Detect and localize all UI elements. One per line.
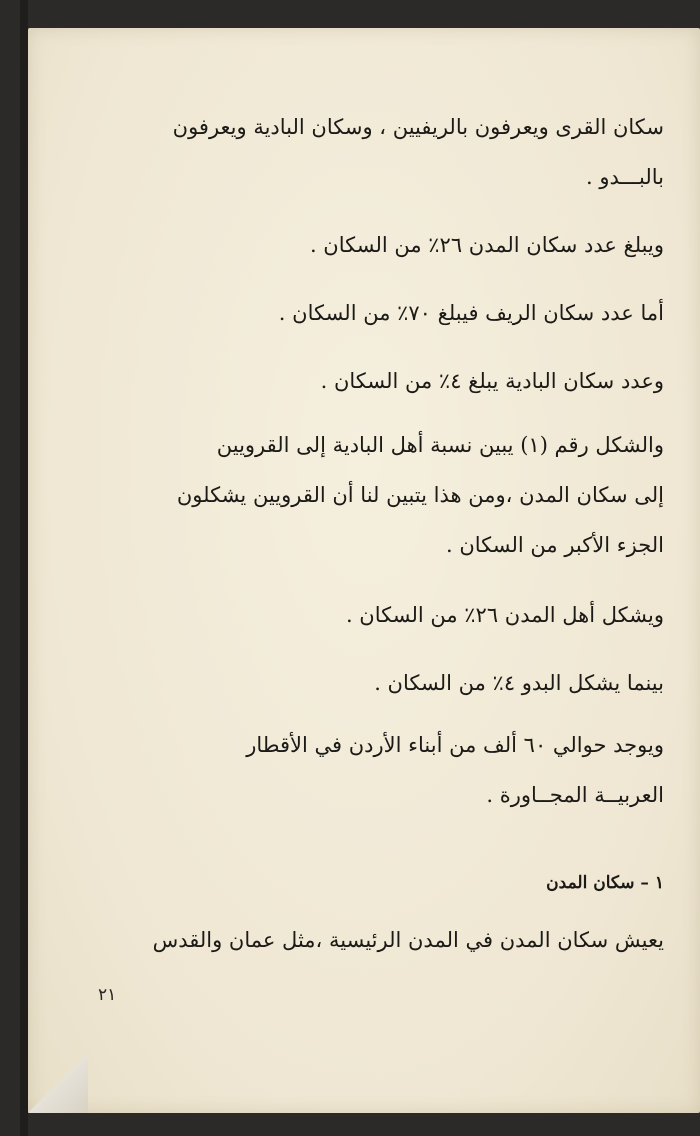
paragraph-4: وعدد سكان البادية يبلغ ٤٪ من السكان . [320,369,664,393]
text-line: الجزء الأكبر من السكان . [446,533,664,557]
text-line: إلى سكان المدن ،ومن هذا يتبين لنا أن القرويين يشكلون [176,483,664,507]
page-shadow [20,0,28,1136]
paragraph-7: بينما يشكل البدو ٤٪ من السكان . [374,671,664,695]
paragraph-5 [84,420,664,570]
text-line: سكان القرى ويعرفون بالريفيين ، وسكان البادية ويعرفون [172,115,664,139]
paragraph-6: ويشكل أهل المدن ٢٦٪ من السكان . [345,603,664,627]
paragraph-3: أما عدد سكان الريف فيبلغ ٧٠٪ من السكان . [278,301,664,325]
text-line: العربيــة المجــاورة . [486,783,664,807]
text-line: والشكل رقم (١) يبين نسبة أهل البادية إلى القرويين [216,433,664,457]
paragraph-9: يعيش سكان المدن في المدن الرئيسية ،مثل عمان والقدس [152,928,664,952]
paragraph-1 [84,102,664,202]
paragraph-2: ويبلغ عدد سكان المدن ٢٦٪ من السكان . [309,233,664,257]
text-line: ويوجد حوالي ٦٠ ألف من أبناء الأردن في الأقطار [246,733,664,757]
page-corner-wear [28,1055,88,1113]
section-heading: ١ – سكان المدن [546,873,664,893]
page-number: ٢١ [98,985,117,1005]
text-line: بالبـــدو . [586,165,664,189]
paragraph-8 [84,720,664,820]
